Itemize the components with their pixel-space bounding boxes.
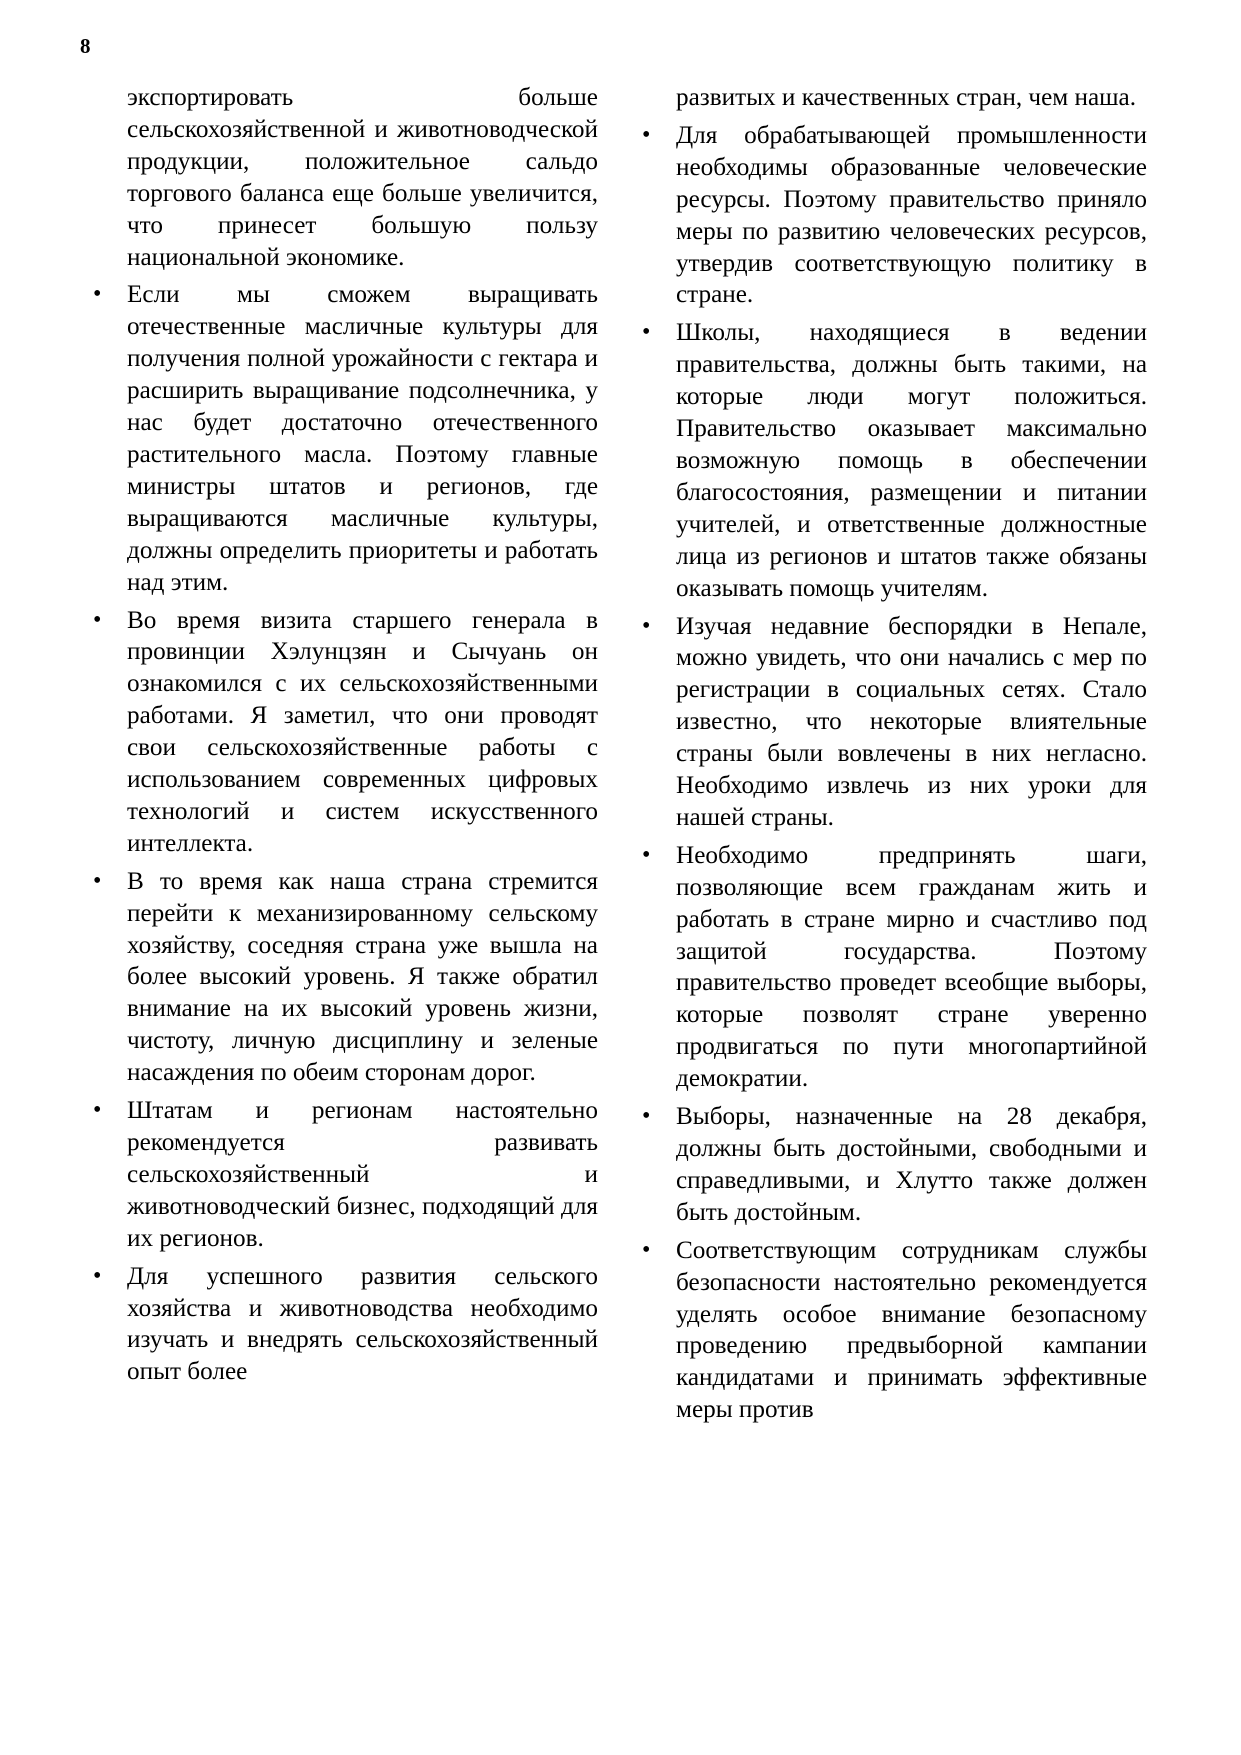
- bullet-item: • Школы, находящиеся в ведении правительства, должны быть такими, на которые люди могут положиться. Правительство оказывает максимально возможную помощь в обеспечении благосостояния, размещении и питании учителей, и ответственные должностные лица из регионов и штатов также обязаны оказывать помощь учителям.: [676, 317, 1147, 604]
- bullet-item: • В то время как наша страна стремится перейти к механизированному сельскому хозяйству, соседняя страна уже вышла на более высокий уровень. Я также обратил внимание на их высокий уровень жизни, чистоту, личную дисциплину и зеленые насаждения по обеим сторонам дорог.: [127, 866, 598, 1089]
- right-column: [676, 82, 1147, 1432]
- bullet-item: • Соответствующим сотрудникам службы безопасности настоятельно рекомендуется уделять особое внимание безопасному проведению предвыборной кампании кандидатами и принимать эффективные меры против: [676, 1235, 1147, 1426]
- bullet-item: • Изучая недавние беспорядки в Непале, можно увидеть, что они начались с мер по регистрации в социальных сетях. Стало известно, что некоторые влиятельные страны были вовлечены в них негласно. Необходимо извлечь из них уроки для нашей страны.: [676, 611, 1147, 834]
- bullet-item: • Если мы сможем выращивать отечественные масличные культуры для получения полной урожайности с гектара и расширить выращивание подсолнечника, у нас будет достаточно отечественного растительного масла. Поэтому главные министры штатов и регионов, где выращиваются масличные культуры, должны определить приоритеты и работать над этим.: [127, 279, 598, 598]
- bullet-item: • Выборы, назначенные на 28 декабря, должны быть достойными, свободными и справедливыми, и Хлутто также должен быть достойным.: [676, 1101, 1147, 1229]
- continuation-paragraph: развитых и качественных стран, чем наша.: [676, 84, 1137, 111]
- bullet-item: • Для обрабатывающей промышленности необходимы образованные человеческие ресурсы. Поэтому правительство приняло меры по развитию человеческих ресурсов, утвердив соответствующую политику в стране.: [676, 120, 1147, 311]
- continuation-paragraph: экспортировать больше сельскохозяйственной и животноводческой продукции, положительное сальдо торгового баланса еще больше увеличится, что принесет большую пользу национальной экономике.: [127, 84, 598, 271]
- page-number: 8: [80, 34, 91, 58]
- bullet-item: • Штатам и регионам настоятельно рекомендуется развивать сельскохозяйственный и животноводческий бизнес, подходящий для их регионов.: [127, 1095, 598, 1255]
- bullet-item: • Для успешного развития сельского хозяйства и животноводства необходимо изучать и внедрять сельскохозяйственный опыт более: [127, 1261, 598, 1389]
- left-column: [127, 82, 598, 1394]
- bullet-item: • Необходимо предпринять шаги, позволяющие всем гражданам жить и работать в стране мирно и счастливо под защитой государства. Поэтому правительство проведет всеобщие выборы, которые позволят стране уверенно продвигаться по пути многопартийной демократии.: [676, 840, 1147, 1095]
- bullet-item: • Во время визита старшего генерала в провинции Хэлунцзян и Сычуань он ознакомился с их сельскохозяйственными работами. Я заметил, что они проводят свои сельскохозяйственные работы с использованием современных цифровых технологий и систем искусственного интеллекта.: [127, 605, 598, 860]
